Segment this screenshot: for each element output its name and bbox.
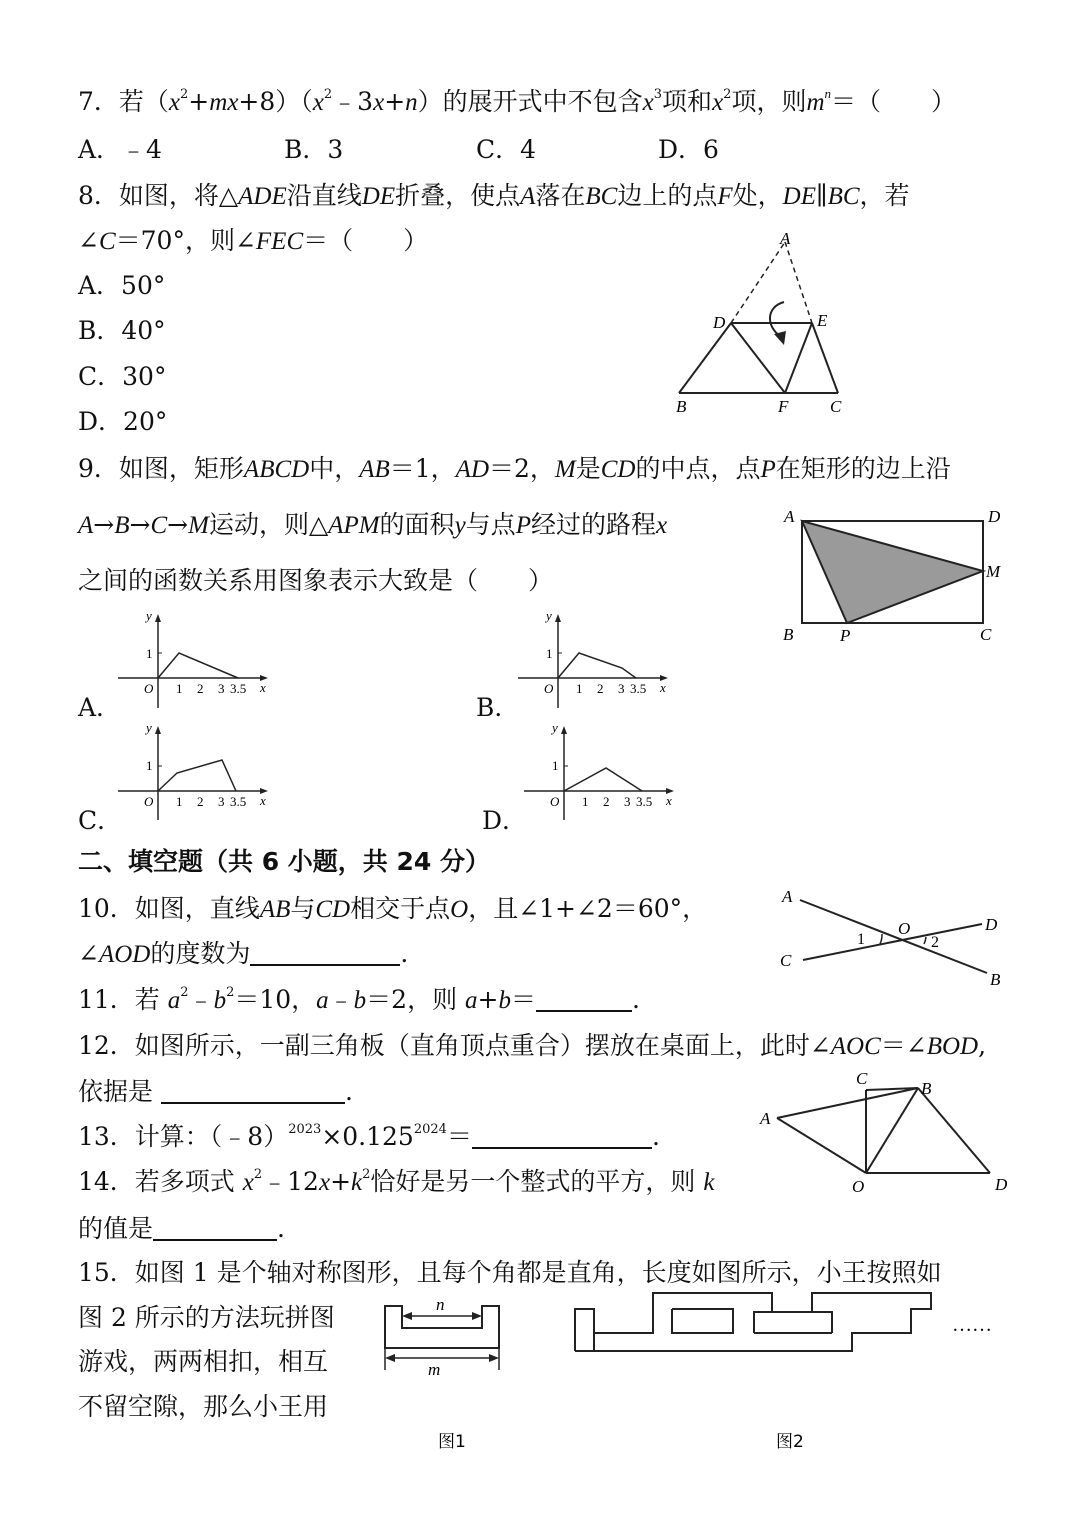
q7-option-a: A．﹣4 [78,135,162,164]
q12-label-o: O [852,1177,865,1196]
q8-option-b: B．40° [78,316,166,345]
q9-option-a-label: A． [78,693,122,722]
q9-graph-c-tick1: 1 [176,794,183,809]
q9-graph-c-xlabel: x [260,793,266,808]
q9-graph-d-tick3: 3 [624,794,631,809]
q9-graph-b-tick3: 3 [618,681,625,696]
q8-option-d: D．20° [78,407,168,436]
q8-label-d: D [713,313,726,332]
q12-label-b: B [921,1079,932,1098]
q10-stem-line1: 10．如图，直线AB与CD相交于点O，且∠1+∠2＝60°， [78,894,708,923]
q9-graph-c-tick2: 2 [197,794,204,809]
q15-stem-line4: 不留空隙，那么小王用 [78,1392,329,1421]
q9-label-c: C [980,625,992,644]
q10-angle-2: 2 [931,934,939,951]
q7-stem: 7．若$(x^2+mx+8)(x^2﹣3x+n)$的展开式中不包含$x^3$项和$x^2$项，则$m^n=$（ ） [78,86,957,116]
q9-graph-a-xlabel: x [260,680,266,695]
q15-label-n: n [436,1295,445,1314]
q10-label-d: D [985,915,998,934]
q9-stem-line1: 9．如图，矩形ABCD中，AB＝1，AD＝2，M是CD的中点，点P在矩形的边上沿 [78,454,951,483]
q12-stem-line1: 12．如图所示，一副三角板（直角顶点重合）摆放在桌面上，此时∠AOC＝∠BOD, [78,1031,987,1060]
q10-stem-line2: ∠AOD的度数为 . [78,939,409,968]
q9-option-d-label: D． [482,806,528,835]
q15-fig2-caption: 图2 [776,1432,804,1452]
q14-stem-line2: 的值是 . [78,1214,285,1243]
q9-graph-d-xlabel: x [666,793,672,808]
q9-stem-line2: A→B→C→M运动，则△APM的面积y与点P经过的路程x [78,510,668,539]
q9-label-d: D [988,507,1001,526]
q8-stem-line1: 8．如图，将△ADE沿直线DE折叠，使点A落在BC边上的点F处，DE∥BC，若 [78,181,910,210]
q9-graph-c-tick3: 3 [218,794,225,809]
q8-label-c: C [830,397,842,416]
q15-stem-line1: 15．如图 1 是个轴对称图形，且每个角都是直角，长度如图所示，小王按照如 [78,1258,942,1287]
q8-label-b: B [676,397,687,416]
q8-stem-line2: ∠C＝70°，则∠FEC＝（ ） [78,226,429,255]
q12-label-d: D [995,1175,1008,1194]
q9-label-a: A [784,507,795,526]
q7-option-b: B．3 [284,135,344,164]
q14-stem-line1: 14．若多项式 $x^2﹣12x+k^2$恰好是另一个整式的平方，则 k [78,1167,715,1196]
q9-graph-b-ylabel: y [546,608,552,623]
q8-label-f: F [778,397,789,416]
q10-label-o: O [898,919,911,938]
q9-option-c-label: C． [78,806,123,835]
q11-stem: 11．若 $a^2﹣b^2=10$，a﹣b＝2，则 a+b＝ . [78,985,640,1014]
q9-graph-d-tick35: 3.5 [636,794,653,809]
q9-graph-d-tick2: 2 [603,794,610,809]
q8-label-a: A [780,229,791,248]
q9-graph-b-tick2: 2 [597,681,604,696]
q15-fig1-caption: 图1 [438,1432,466,1452]
q9-graph-b-xlabel: x [660,680,666,695]
q9-label-p: P [840,626,851,645]
q9-graph-c-ylabel: y [146,720,152,735]
q9-label-m: M [986,562,1001,581]
q7-option-c: C．4 [476,135,537,164]
q9-graph-a-origin: O [144,681,154,696]
q9-graph-c-tick35: 3.5 [230,794,247,809]
q12-label-c: C [856,1069,868,1088]
q8-option-c: C．30° [78,362,167,391]
q9-graph-b-tick35: 3.5 [630,681,647,696]
q10-angle-1: 1 [857,931,865,948]
section-heading-fill-in: 二、填空题（共 6 小题，共 24 分） [78,847,491,876]
q9-graph-b-one: 1 [546,646,553,661]
q13-stem: 13．计算：$(﹣8)^{2023}\times 0.125^{2024}=$ . [78,1122,660,1151]
q9-stem-line3: 之间的函数关系用图象表示大致是（ ） [78,566,554,595]
q9-graph-c-one: 1 [146,758,153,773]
q7-option-d: D．6 [658,135,719,164]
q15-stem-line2: 图 2 所示的方法玩拼图 [78,1303,335,1332]
q9-graph-a-tick3: 3 [218,681,225,696]
q15-stem-line3: 游戏，两两相扣，相互 [78,1347,329,1376]
q9-graph-b-tick1: 1 [576,681,583,696]
q9-option-b-label: B． [476,693,520,722]
q10-label-c: C [780,951,792,970]
q9-graph-c-origin: O [144,794,154,809]
q9-graph-d-ylabel: y [552,720,558,735]
q10-label-b: B [990,970,1001,989]
q8-label-e: E [817,311,828,330]
q9-graph-b-origin: O [544,681,554,696]
q9-graph-a-ylabel: y [146,608,152,623]
q12-label-a: A [760,1109,771,1128]
q9-label-b: B [783,625,794,644]
q9-graph-d-origin: O [550,794,560,809]
q9-graph-d-tick1: 1 [582,794,589,809]
q9-graph-a-tick1: 1 [176,681,183,696]
q12-stem-line2: 依据是 . [78,1077,353,1106]
q9-graph-a-one: 1 [146,646,153,661]
q9-graph-a-tick2: 2 [197,681,204,696]
q8-option-a: A．50° [78,271,166,300]
q9-graph-a-tick35: 3.5 [230,681,247,696]
q15-ellipsis: …… [952,1314,992,1336]
q10-label-a: A [782,887,793,906]
q15-label-m: m [428,1360,441,1379]
q9-graph-d-one: 1 [552,758,559,773]
